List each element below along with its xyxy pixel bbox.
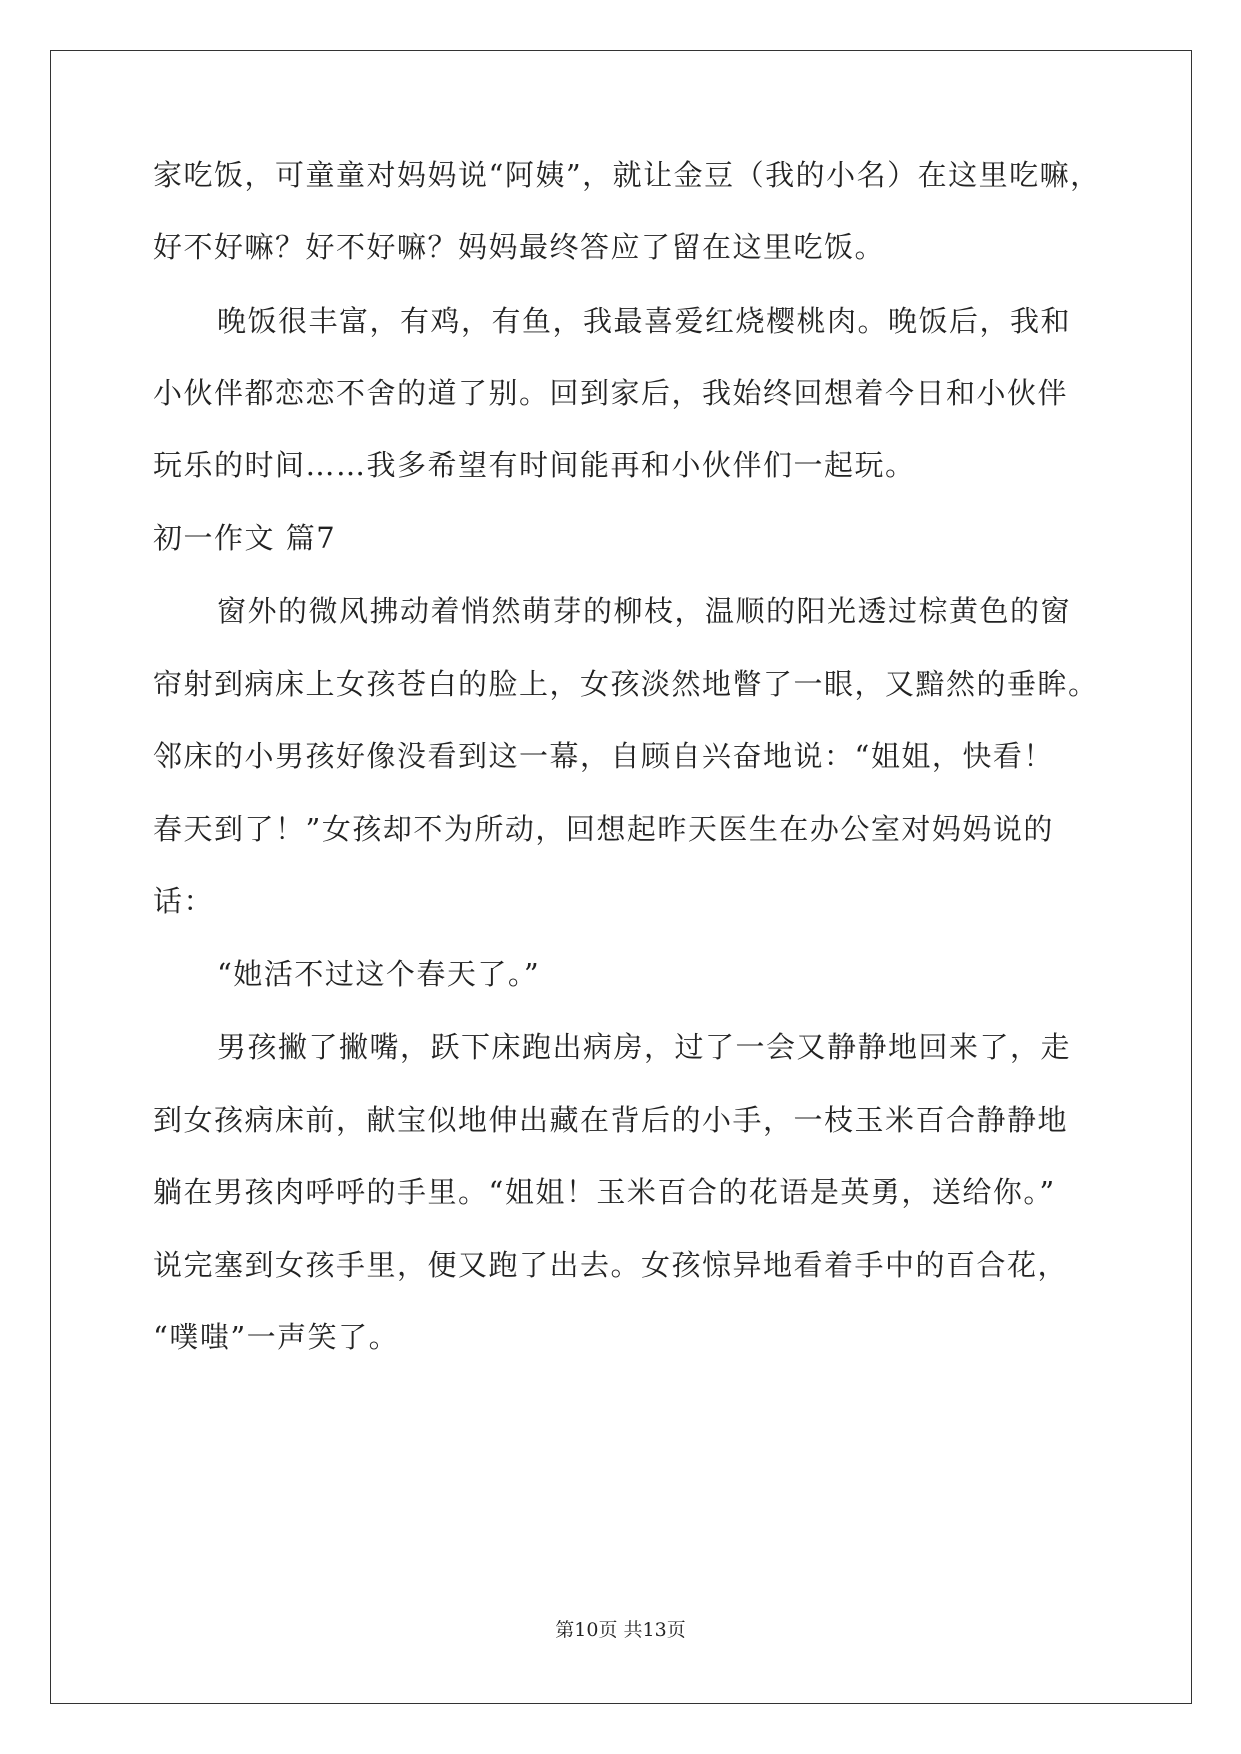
text-line: 话： [153,884,215,918]
text-line: 邻床的小男孩好像没看到这一幕，自顾自兴奋地说：“姐姐，快看！ [153,739,1054,773]
page-border [50,50,1192,1704]
quote-line: “她活不过这个春天了。” [217,957,541,991]
page-number: 第10页 共13页 [555,1619,686,1641]
text-line: 玩乐的时间……我多希望有时间能再和小伙伴们一起玩。 [153,448,916,482]
text-line: 春天到了！”女孩却不为所动，回想起昨天医生在办公室对妈妈说的 [153,812,1054,846]
paragraph-start-line: 晚饭很丰富，有鸡，有鱼，我最喜爱红烧樱桃肉。晚饭后，我和 [217,304,1072,338]
paragraph-start-line: 窗外的微风拂动着悄然萌芽的柳枝，温顺的阳光透过棕黄色的窗 [217,594,1072,628]
text-line: “噗嗤”一声笑了。 [153,1320,400,1354]
text-line: 帘射到病床上女孩苍白的脸上，女孩淡然地瞥了一眼，又黯然的垂眸。 [153,667,1099,701]
section-heading: 初一作文 篇7 [153,521,337,555]
text-line: 小伙伴都恋恋不舍的道了别。回到家后，我始终回想着今日和小伙伴 [153,376,1069,410]
text-line: 躺在男孩肉呼呼的手里。“姐姐！玉米百合的花语是英勇，送给你。” [153,1175,1056,1209]
text-line: 家吃饭，可童童对妈妈说“阿姨”，就让金豆（我的小名）在这里吃嘛， [153,158,1101,192]
paragraph-start-line: 男孩撇了撇嘴，跃下床跑出病房，过了一会又静静地回来了，走 [217,1030,1072,1064]
text-line: 到女孩病床前，献宝似地伸出藏在背后的小手，一枝玉米百合静静地 [153,1103,1069,1137]
text-line: 好不好嘛？好不好嘛？妈妈最终答应了留在这里吃饭。 [153,230,886,264]
text-line: 说完塞到女孩手里，便又跑了出去。女孩惊异地看着手中的百合花， [153,1248,1069,1282]
